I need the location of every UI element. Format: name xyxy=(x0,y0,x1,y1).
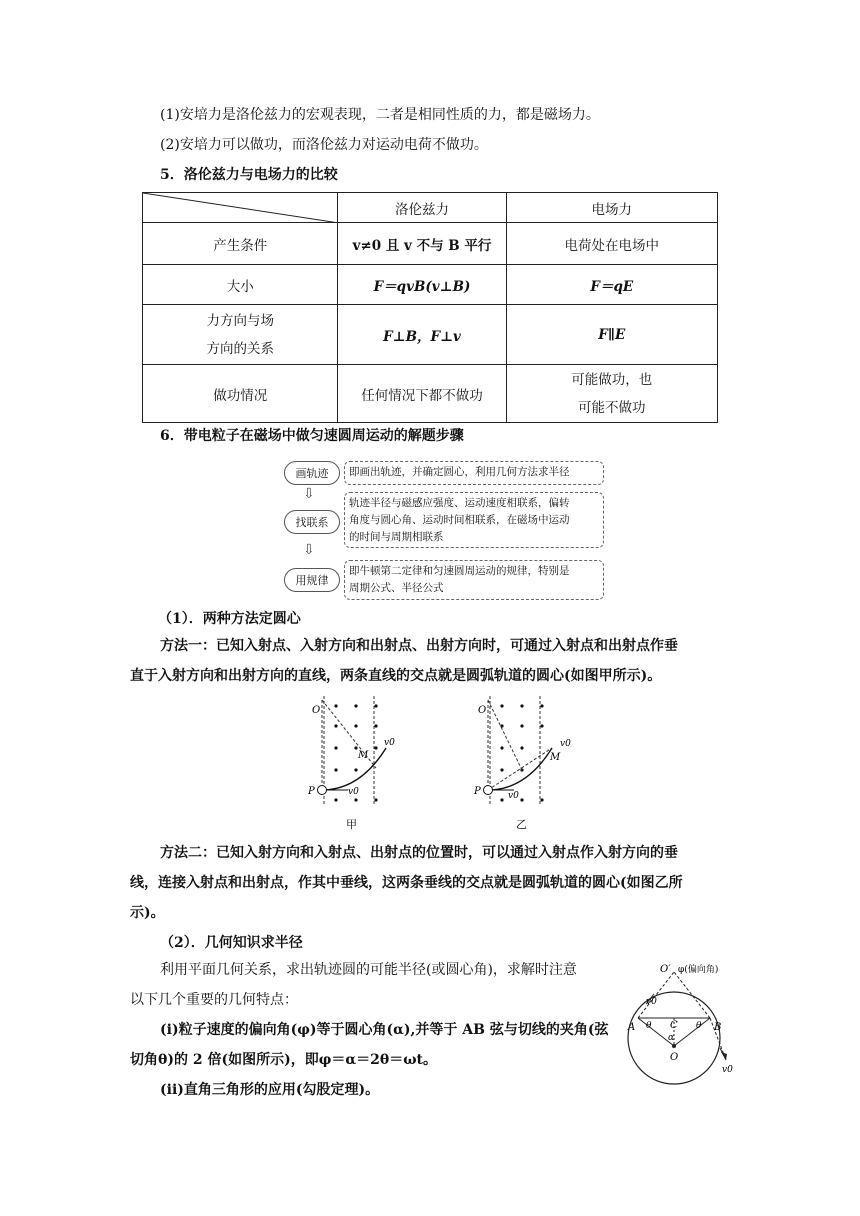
step-box-apply xyxy=(284,568,340,592)
row-label: 做功情况 xyxy=(143,365,338,423)
method-2 xyxy=(130,838,734,928)
label-theta: θ xyxy=(696,1021,702,1031)
cell-lorentz: 任何情况下都不做功 xyxy=(338,365,506,423)
table-row xyxy=(143,223,718,265)
label-P: P xyxy=(474,786,481,797)
paragraph-1: (1)安培力是洛伦兹力的宏观表现，二者是相同性质的力，都是磁场力。 xyxy=(160,107,600,123)
section-6-title: 6．带电粒子在磁场中做匀速圆周运动的解题步骤 xyxy=(160,428,464,444)
label-v0: v0 xyxy=(508,791,519,801)
cell-lorentz: F⊥B，F⊥v xyxy=(338,305,506,365)
figure-jia-yi xyxy=(300,690,590,832)
geometry-paragraph xyxy=(130,955,630,1105)
label-O: O xyxy=(670,1052,679,1063)
label-v0: v0 xyxy=(646,997,657,1007)
table-corner-cell xyxy=(143,193,338,223)
method-2-line xyxy=(130,838,734,868)
label-A: A xyxy=(628,1022,636,1033)
method-2-text: 方法二：已知入射方向和入射点、出射点的位置时，可以通过入射点作入射方向的垂 xyxy=(160,845,678,861)
caption-yi: 乙 xyxy=(516,818,527,831)
method-1-line xyxy=(130,631,734,661)
down-arrow-icon: ⇩ xyxy=(303,486,315,502)
diagonal-line xyxy=(143,193,339,223)
row-label-line: 力方向与场 xyxy=(206,312,274,329)
row-label: 产生条件 xyxy=(143,223,338,265)
caption-jia: 甲 xyxy=(346,818,357,831)
circle-figure xyxy=(626,960,750,1092)
cell-electric: F＝qE xyxy=(506,265,717,305)
header-electric: 电场力 xyxy=(506,193,717,223)
label-O-prime: O′ xyxy=(660,964,671,975)
label-C: C xyxy=(670,1020,678,1031)
cell-line: 可能做功，也 xyxy=(571,371,653,388)
label-v0: v0 xyxy=(560,739,571,749)
table-row xyxy=(143,305,718,365)
section-5-title: 5．洛伦兹力与电场力的比较 xyxy=(160,167,338,183)
cell-lorentz: F＝qvB(v⊥B) xyxy=(338,265,506,305)
step-desc-link xyxy=(344,492,604,548)
geo-ii-text: (ii)直角三角形的应用(勾股定理)。 xyxy=(160,1082,380,1098)
label-v0: v0 xyxy=(348,787,359,797)
method-2-text: 线，连接入射点和出射点，作其中垂线，这两条垂线的交点就是圆弧轨道的圆心(如图乙所 xyxy=(130,875,683,891)
label-O: O xyxy=(312,705,321,716)
label-B: B xyxy=(714,1022,722,1033)
geo-i1-text: (i)粒子速度的偏向角(φ)等于圆心角(α),并等于 AB 弦与切线的夹角(弦 xyxy=(160,1022,609,1038)
cell-electric xyxy=(506,365,717,423)
geo-line xyxy=(130,1075,630,1105)
paragraph-2: (2)安培力可以做功，而洛伦兹力对运动电荷不做功。 xyxy=(160,137,488,153)
geo-i1-text: 切角θ)的 2 倍(如图所示)，即φ＝α＝2θ＝ωt。 xyxy=(130,1052,438,1068)
figure-jia xyxy=(307,696,395,831)
label-v0: v0 xyxy=(384,738,395,748)
label-O: O xyxy=(478,705,487,716)
cell-line: 可能不做功 xyxy=(578,399,646,416)
label-alpha: α xyxy=(668,1033,675,1043)
row-label xyxy=(143,305,338,365)
step-label: 找联系 xyxy=(295,516,329,529)
label-M: M xyxy=(550,752,561,763)
method-2-line xyxy=(130,868,734,898)
sub-1-title: （1）．两种方法定圆心 xyxy=(158,611,301,627)
cell-electric: F∥E xyxy=(506,305,717,365)
step-desc-line: 角度与圆心角、运动时间相联系，在磁场中运动 xyxy=(349,514,570,526)
step-desc-line: 的时间与周期相联系 xyxy=(349,531,444,543)
comparison-table xyxy=(142,192,718,423)
step-desc-line: 轨迹半径与磁感应强度、运动速度相联系，偏转 xyxy=(349,497,570,509)
method-1-text: 直于入射方向和出射方向的直线，两条直线的交点就是圆弧轨道的圆心(如图甲所示)。 xyxy=(130,668,662,684)
table-row xyxy=(143,365,718,423)
geo-line xyxy=(130,1045,630,1075)
label-phi: φ(偏向角) xyxy=(678,965,719,975)
step-label: 用规律 xyxy=(295,574,329,587)
method-1 xyxy=(130,631,734,691)
table-row xyxy=(143,265,718,305)
step-desc-text: 即画出轨迹，并确定圆心，利用几何方法求半径 xyxy=(349,466,570,478)
step-box-draw xyxy=(284,461,340,485)
down-arrow-icon: ⇩ xyxy=(303,542,315,558)
step-desc-line: 即牛顿第二定律和匀速圆周运动的规律，特别是 xyxy=(349,565,570,577)
step-label: 画轨迹 xyxy=(295,467,329,480)
geo-line xyxy=(130,1015,630,1045)
geo-line: 利用平面几何关系，求出轨迹圆的可能半径(或圆心角)，求解时注意 xyxy=(160,962,577,978)
cell-electric: 电荷处在电场中 xyxy=(506,223,717,265)
row-label-line: 方向的关系 xyxy=(206,340,274,357)
step-desc-draw xyxy=(344,461,604,485)
row-label: 大小 xyxy=(143,265,338,305)
step-box-link xyxy=(284,510,340,534)
label-P: P xyxy=(308,786,315,797)
method-2-line xyxy=(130,898,734,928)
label-theta: θ xyxy=(646,1021,652,1031)
label-v0: v0 xyxy=(722,1065,733,1075)
geo-line: 以下几个重要的几何特点： xyxy=(130,992,298,1008)
cell-lorentz: v≠0 且 v 不与 B 平行 xyxy=(338,223,506,265)
method-2-text: 示)。 xyxy=(130,905,165,921)
method-1-text: 方法一：已知入射点、入射方向和出射点、出射方向时，可通过入射点和出射点作垂 xyxy=(160,638,678,654)
header-lorentz: 洛伦兹力 xyxy=(338,193,506,223)
step-desc-line: 周期公式、半径公式 xyxy=(349,582,444,594)
method-1-line xyxy=(130,661,734,691)
label-M: M xyxy=(358,750,369,761)
sub-2-title: （2）．几何知识求半径 xyxy=(160,935,303,951)
step-desc-apply xyxy=(344,560,604,600)
figure-yi xyxy=(473,696,571,831)
